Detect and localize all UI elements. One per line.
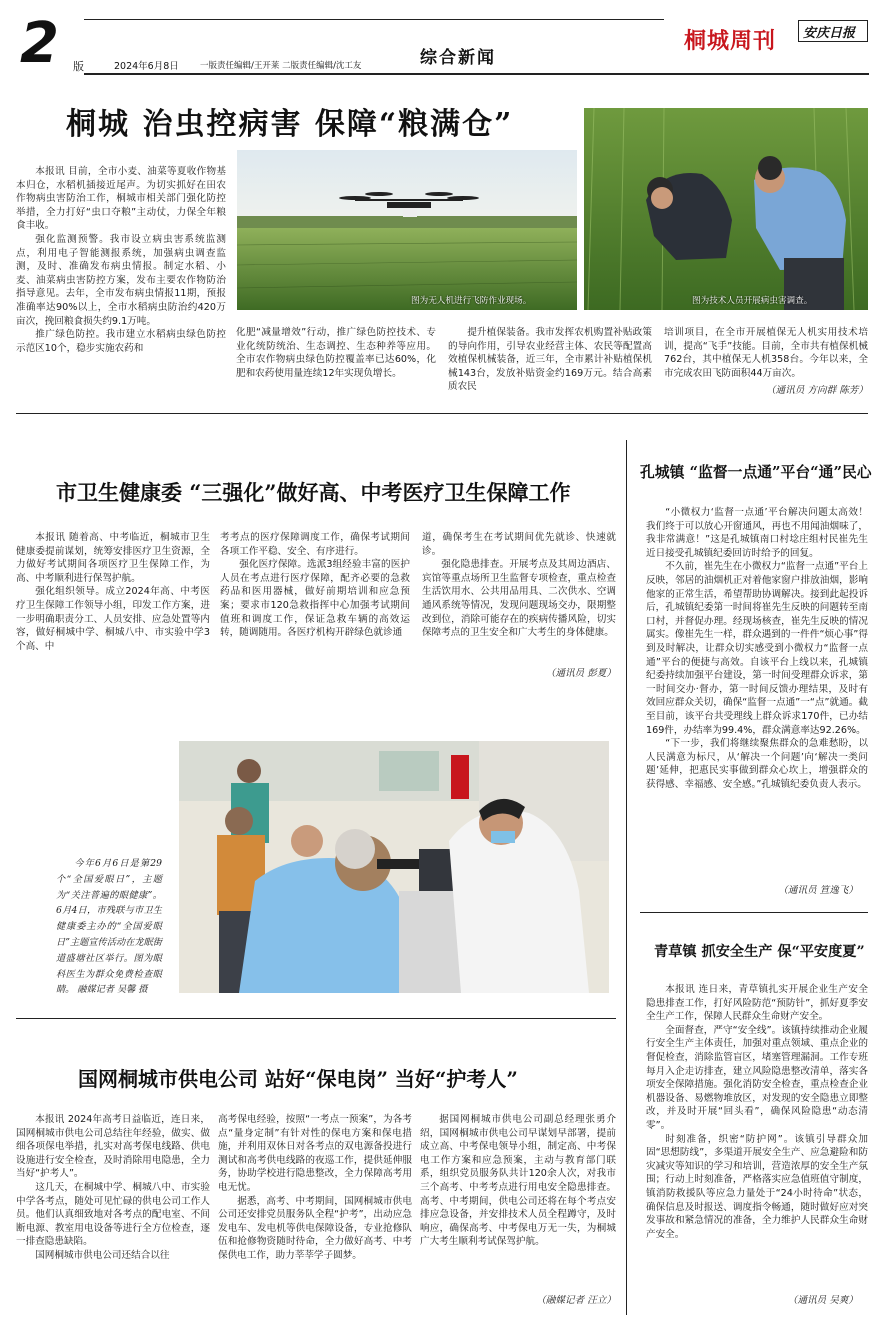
article4-p2: 全面督查，严守“安全线”。该镇持续推动企业履行安全生产主体责任，加强对重点领域、重点企业的督促检查，消除监管盲区，堵塞管理漏洞。工作专班每月入企走访排查，建立风险隐患整改清单，落实各项安全保障措施。强化消防安全检查，重点检查企业机器设备、易燃物堆放区，对发现的安全隐患立即整改，并及时开展“回头看”，确保风险隐患“动态清零”。 [646, 1024, 868, 1131]
article4-title: 青草镇 抓安全生产 保“平安度夏” [654, 944, 865, 960]
article3-p3: “下一步，我们将继续聚焦群众的急难愁盼，以人民满意为标尺，从‘解决一个问题’向‘解决一类问题’延伸，把惠民实事做到群众心坎上，增强群众的获得感、幸福感、安全感。”孔城镇纪委负责人表示。 [646, 738, 868, 790]
separator-1 [16, 413, 868, 414]
separator-2 [16, 1018, 616, 1019]
article4-credit: （通讯员 吴爽） [787, 1295, 858, 1306]
section-title: 综合新闻 [420, 48, 496, 68]
masthead-rule-bottom [84, 73, 869, 75]
article1-col1-p2: 强化监测预警。我市设立病虫害系统监测点，利用电子智能测报系统，加强病虫调查监测，及时、准确发布病虫情报。制定水稻、小麦、油菜病虫害防控方案，发布主要农作物防治指导意见。去年，全市发布病虫情报11期，预报准确率达90%以上，全市水稻病虫防治约420万亩次，挽回粮食损失约9.1万吨。 [16, 233, 226, 327]
eye-exam-caption: 今年6月6日是第29个“全国爱眼日”，主题为“关注普遍的眼健康”。6月4日，市残联与市卫生健康委主办的“全国爱眼日”主题宣传活动在龙眠街道盛塘社区举行。图为眼科医生为群众免费检查眼睛。 融媒记者 吴馨 摄 [56, 858, 162, 996]
article5-credit: （融媒记者 汪立） [536, 1295, 616, 1306]
article2-column-2 [220, 531, 410, 681]
paper-name: 安庆日报 [803, 26, 856, 41]
article5-col3-p1: 据国网桐城市供电公司副总经理张勇介绍，国网桐城市供电公司早谋划早部署，提前成立高、中考保电领导小组，制定高、中考保电工作方案和应急预案，主动与教育部门联系，组织党员服务队共计120余人次，对我市三个高考、中考考点进行用电安全隐患排查。高考、中考期间，供电公司还将在每个考点安排应急设备，并安排技术人员全程蹲守，及时响应，确保高考、中考保电万无一失，为桐城广大考生顺利考试保驾护航。 [420, 1114, 616, 1248]
article1-col4-p1: 培训项目，在全市开展植保无人机实用技术培训，提高“飞手”技能。目前，全市共有植保机械762台，其中植保无人机358台。今年以来，全市完成农田飞防面积44万亩次。 [664, 327, 868, 379]
page-unit: 版 [73, 60, 84, 73]
article1-col1-p1: 本报讯 目前，全市小麦、油菜等夏收作物基本归仓，水稻机插接近尾声。为切实抓好在田农作物病虫害防治工作，桐城市相关部门强化防控举措，全力打好“虫口夺粮”主动仗，力保全年粮食丰收。 [16, 166, 226, 232]
article5-col1-p3: 国网桐城市供电公司还结合以往 [35, 1249, 170, 1261]
article2-column-3 [422, 531, 616, 667]
article3-p2: 不久前，崔先生在小微权力“监督一点通”平台上反映，邻居的油烟机正对着他家窗户排放油烟，影响他家的正常生活，希望帮助协调解决。接到此起投诉后，孔城镇纪委第一时间将崔先生反映的问题转至南口村，并督促办理。经现场核查，崔先生反映的情况属实。像崔先生一样，群众遇到的一件件“烦心事”得到及时解决，让群众切实感受到小微权力“监督一点通”平台的便捷与高效。自该平台上线以来，孔城镇纪委持续加强平台建设，第一时间受理群众诉求，第一时间交办·督办，第一时间反馈办理结果，及时有效回应群众关切，确保“监督一点通”一“点”就通。截至目前，该平台共受理线上群众诉求170件，已办结169件，办结率为99.4%，群众满意率达92.26%。 [646, 561, 868, 736]
article5-column-2 [218, 1113, 412, 1309]
article2-col2-p2: 强化医疗保障。选派3组经验丰富的医护人员在考点进行医疗保障，配齐必要的急救药品和医用器械，做好前期培训和应急预案；要求市120急救指挥中心加强考试期间值班和调度工作，保证急救车辆的高效运转，随调随用。各医疗机构开辟绿色就诊通 [220, 559, 410, 639]
article3-credit: （通讯员 笪逸飞） [778, 885, 858, 896]
article2-column-1 [16, 531, 210, 681]
article1-title: 桐城 治虫控病害 保障“粮满仓” [66, 107, 514, 142]
inspection-photo [584, 108, 868, 310]
inspection-photo-image [584, 108, 868, 310]
article1-col1-p3: 推广绿色防控。我市建立水稻病虫绿色防控示范区10个，稳步实施农药和 [16, 329, 226, 354]
article3-p1: “小微权力‘监督一点通’平台解决问题太高效！我们终于可以放心开窗通风，再也不用闻油烟味了，我非常满意！”这是孔城镇南口村埝庄组村民崔先生近日接受孔城镇纪委回访时给予的回复。 [646, 507, 868, 559]
article2-col1-p2: 强化组织领导。成立2024年高、中考医疗卫生保障工作领导小组，印发工作方案，进一步明确职责分工、人员安排、应急处置等内容，做好桐城中学、桐城八中、市实验中学3个高、中 [16, 586, 210, 652]
drone-photo-caption: 图为无人机进行飞防作业现场。 [411, 296, 532, 306]
article1-column-1 [16, 165, 226, 397]
article1-col3-p1: 提升植保装备。我市发挥农机购置补贴政策的导向作用，引导农业经营主体、农民等配置高效植保机械装备，近三年，全市累计补贴植保机械143台，发放补贴资金约169万元。结合高素质农民 [448, 327, 652, 393]
article2-credit: （通讯员 彭夏） [545, 668, 616, 679]
article4-p3: 时刻准备，织密“防护网”。该镇引导群众加固“思想防线”，多渠道开展安全生产、应急避险和防灾减灾等知识的学习和培训，营造浓厚的安全生产氛围；行动上时刻准备，严格落实应急值班值守制度，镇消防救援队等应急力量处于“24小时待命”状态，确保信息及时报送、调度指令畅通，随时做好应对突发事故和紧急情况的准备，全力维护人民群众生命财产安全。 [646, 1133, 868, 1240]
article1-column-3 [448, 326, 652, 398]
drone-photo-image [237, 150, 577, 310]
eye-exam-photo-image [179, 741, 609, 993]
article1-column-2 [236, 326, 436, 398]
article3-title: 孔城镇 “监督一点通”平台“通”民心 [640, 464, 872, 481]
article1-credit: （通讯员 方向群 陈芳） [765, 385, 868, 396]
article4-body [646, 983, 868, 1303]
article5-col2-p2: 据悉，高考、中考期间，国网桐城市供电公司还安排党员服务队全程“护考”，出动应急发电车、发电机等供电保障设备，专业抢修队伍和抢修物资随时待命，全力做好高考、中考保供电工作，助力莘莘学子圆梦。 [218, 1195, 412, 1261]
masthead-rule-top [84, 19, 664, 20]
article3-body [646, 506, 868, 882]
article5-column-1 [16, 1113, 210, 1309]
article2-col2-p1: 考考点的医疗保障调度工作，确保考试期间各项工作平稳、安全、有序进行。 [220, 532, 410, 557]
article5-title: 国网桐城市供电公司 站好“保电岗” 当好“护考人” [78, 1067, 518, 1091]
article2-col3-p2: 强化隐患排查。开展考点及其周边酒店、宾馆等重点场所卫生监督专项检查，重点检查生活饮用水、公共用品用具、二次供水、空调通风系统等情况，发现问题现场交办，限期整改到位，消除可能存在的疾病传播风险，切实保障考点的卫生安全和广大考生的身体健康。 [422, 559, 616, 639]
article2-col1-p1: 本报讯 随着高、中考临近，桐城市卫生健康委提前谋划，统筹安排医疗卫生资源，全力做好考试期间各项医疗卫生保障工作，为高、中考顺利进行保驾护航。 [16, 532, 210, 584]
editors-line: 一版责任编辑/王开莱 二版责任编辑/沈工友 [200, 61, 362, 71]
article2-title: 市卫生健康委 “三强化”做好高、中考医疗卫生保障工作 [56, 480, 571, 505]
article5-col1-p1: 本报讯 2024年高考日益临近，连日来，国网桐城市供电公司总结往年经验，做实、做细各项保电举措，扎实对高考保电线路、供电设施进行安全检查，及时消除用电隐患，全力当好“护考人”。 [16, 1114, 210, 1180]
right-column-divider [626, 440, 627, 1315]
article5-col1-p2: 这几天，在桐城中学、桐城八中、市实验中学各考点，随处可见忙碌的供电公司工作人员。他们认真细致地对各考点的配电室、不间断电源、教室用电设备等进行全方位检查，逐一排查隐患缺陷。 [16, 1181, 210, 1248]
separator-right [640, 912, 868, 913]
inspection-photo-caption: 图为技术人员开展病虫害调查。 [692, 296, 813, 306]
article2-col3-p1: 道，确保考生在考试期间优先就诊、快速就诊。 [422, 532, 616, 557]
article1-col2-p1: 化肥“减量增效”行动，推广绿色防控技术、专业化统防统治、生态调控、生态种养等应用。全市农作物病虫绿色防控覆盖率已达60%，化肥和农药使用量连续12年实现负增长。 [236, 327, 436, 379]
eye-exam-photo [179, 741, 609, 993]
issue-date: 2024年6月8日 [114, 61, 179, 72]
article5-column-3 [420, 1113, 616, 1293]
article4-p1: 本报讯 连日来，青草镇扎实开展企业生产安全隐患排查工作，打好风险防范“预防针”，抓好夏季安全生产工作，保障人民群众生命财产安全。 [646, 984, 868, 1023]
weekly-logo: 桐城周刊 [684, 28, 777, 54]
drone-photo [237, 150, 577, 310]
article5-col2-p1: 高考保电经验，按照“一考点一预案”，为各考点“量身定制”有针对性的保电方案和保电措施，并利用双休日对各考点的双电源备投进行测试和高考供电线路的夜巡工作，提供延伸服务，协助学校进行隐患整改，全力保障高考用电无忧。 [218, 1114, 412, 1193]
masthead [0, 0, 887, 80]
page-number: 2 [20, 11, 59, 76]
